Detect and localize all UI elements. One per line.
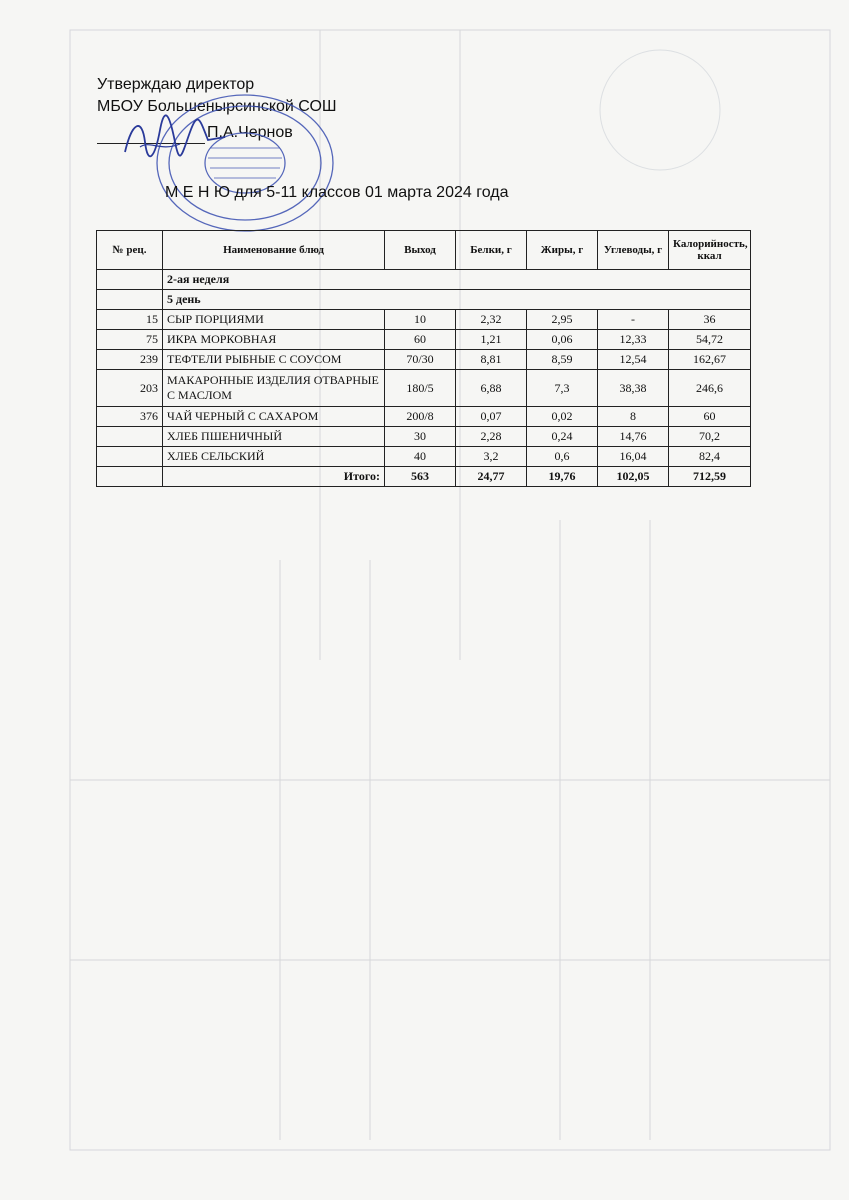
header-calories: Калорийность, ккал [669, 231, 751, 270]
total-output: 563 [385, 467, 456, 487]
recipe-number [97, 447, 163, 467]
dish-proteins: 8,81 [456, 350, 527, 370]
dish-fats: 0,6 [527, 447, 598, 467]
dish-carbs: 38,38 [598, 370, 669, 407]
dish-name: МАКАРОННЫЕ ИЗДЕЛИЯ ОТВАРНЫЕ С МАСЛОМ [163, 370, 385, 407]
dish-calories: 54,72 [669, 330, 751, 350]
approval-line-2: МБОУ Большенырсинской СОШ [97, 98, 337, 115]
total-label: Итого: [163, 467, 385, 487]
director-signature [120, 112, 230, 162]
recipe-number: 376 [97, 407, 163, 427]
dish-proteins: 3,2 [456, 447, 527, 467]
dish-carbs: 8 [598, 407, 669, 427]
total-proteins: 24,77 [456, 467, 527, 487]
dish-fats: 0,24 [527, 427, 598, 447]
total-carbs: 102,05 [598, 467, 669, 487]
dish-calories: 60 [669, 407, 751, 427]
recipe-number: 15 [97, 310, 163, 330]
dish-carbs: 12,54 [598, 350, 669, 370]
dish-carbs: 16,04 [598, 447, 669, 467]
dish-output: 60 [385, 330, 456, 350]
dish-output: 40 [385, 447, 456, 467]
header-recipe: № рец. [97, 231, 163, 270]
dish-fats: 0,06 [527, 330, 598, 350]
dish-carbs: 14,76 [598, 427, 669, 447]
dish-output: 10 [385, 310, 456, 330]
table-row [97, 427, 751, 447]
dish-fats: 8,59 [527, 350, 598, 370]
dish-fats: 7,3 [527, 370, 598, 407]
dish-calories: 36 [669, 310, 751, 330]
table-header-row [97, 231, 751, 270]
dish-calories: 246,6 [669, 370, 751, 407]
director-name: П.А.Чернов [207, 124, 293, 141]
header-carbs: Углеводы, г [598, 231, 669, 270]
dish-calories: 162,67 [669, 350, 751, 370]
dish-output: 180/5 [385, 370, 456, 407]
recipe-number: 239 [97, 350, 163, 370]
dish-fats: 2,95 [527, 310, 598, 330]
dish-output: 200/8 [385, 407, 456, 427]
recipe-number [97, 427, 163, 447]
dish-proteins: 1,21 [456, 330, 527, 350]
dish-output: 30 [385, 427, 456, 447]
header-dish-name: Наименование блюд [163, 231, 385, 270]
approval-line-1: Утверждаю директор [97, 76, 255, 93]
dish-name: ТЕФТЕЛИ РЫБНЫЕ С СОУСОМ [163, 350, 385, 370]
week-label: 2-ая неделя [163, 270, 751, 290]
dish-fats: 0,02 [527, 407, 598, 427]
header-fats: Жиры, г [527, 231, 598, 270]
recipe-number: 75 [97, 330, 163, 350]
table-row [97, 330, 751, 350]
dish-proteins: 2,32 [456, 310, 527, 330]
total-fats: 19,76 [527, 467, 598, 487]
table-row [97, 370, 751, 407]
dish-name: ИКРА МОРКОВНАЯ [163, 330, 385, 350]
table-row [97, 350, 751, 370]
day-label: 5 день [163, 290, 751, 310]
dish-output: 70/30 [385, 350, 456, 370]
dish-name: ЧАЙ ЧЕРНЫЙ С САХАРОМ [163, 407, 385, 427]
total-row [97, 467, 751, 487]
dish-calories: 70,2 [669, 427, 751, 447]
menu-table [96, 230, 751, 487]
school-stamp [150, 88, 340, 238]
dish-carbs: 12,33 [598, 330, 669, 350]
dish-name: ХЛЕБ СЕЛЬСКИЙ [163, 447, 385, 467]
week-row [97, 270, 751, 290]
dish-name: ХЛЕБ ПШЕНИЧНЫЙ [163, 427, 385, 447]
table-row [97, 447, 751, 467]
dish-proteins: 2,28 [456, 427, 527, 447]
table-row [97, 310, 751, 330]
dish-proteins: 6,88 [456, 370, 527, 407]
day-row [97, 290, 751, 310]
dish-proteins: 0,07 [456, 407, 527, 427]
menu-title: М Е Н Ю для 5-11 классов 01 марта 2024 года [165, 184, 509, 201]
dish-carbs: - [598, 310, 669, 330]
total-calories: 712,59 [669, 467, 751, 487]
dish-calories: 82,4 [669, 447, 751, 467]
dish-name: СЫР ПОРЦИЯМИ [163, 310, 385, 330]
header-output: Выход [385, 231, 456, 270]
header-proteins: Белки, г [456, 231, 527, 270]
table-row [97, 407, 751, 427]
recipe-number: 203 [97, 370, 163, 407]
